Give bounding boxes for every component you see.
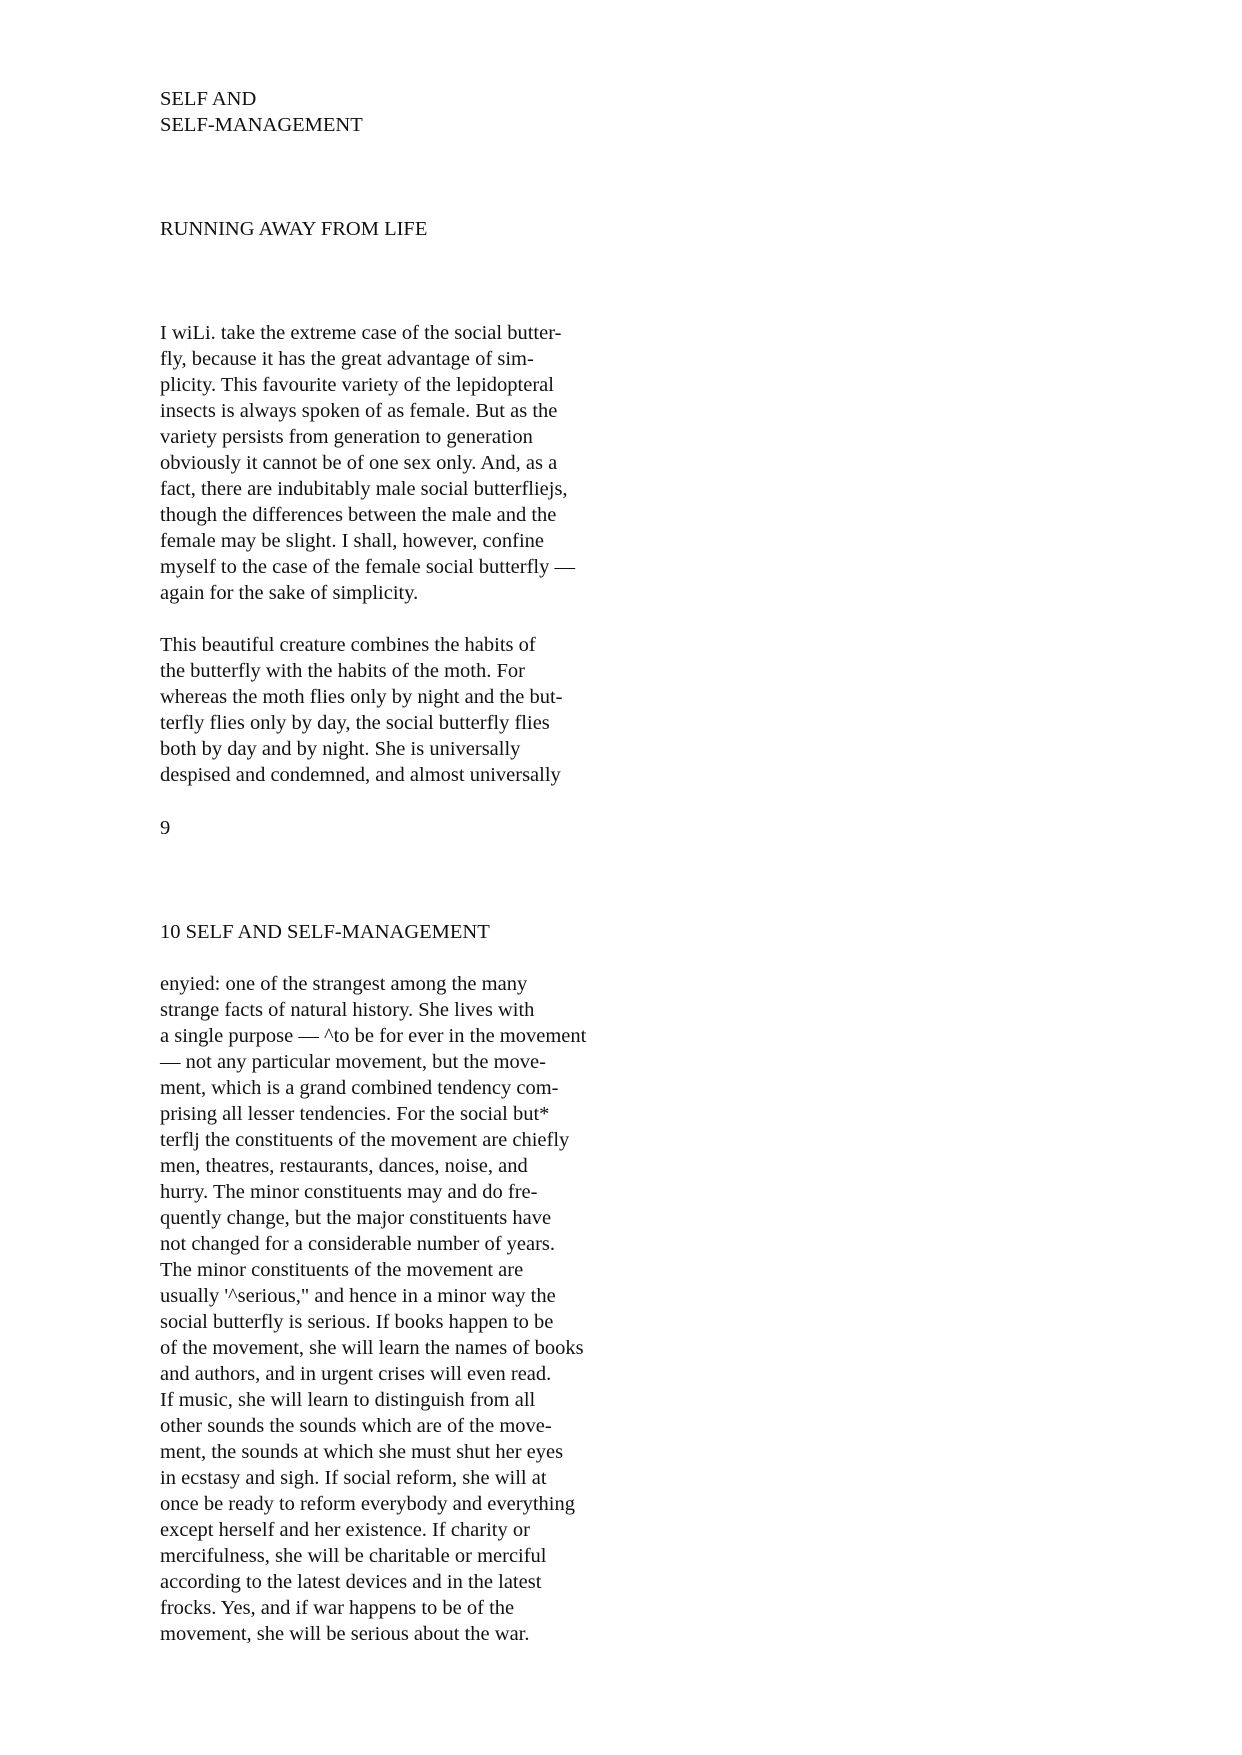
book-title-line: SELF-MANAGEMENT xyxy=(160,114,363,136)
running-head xyxy=(160,919,490,945)
text-line: the butterfly with the habits of the moth. For xyxy=(160,660,525,682)
text-line: men, theatres, restaurants, dances, noise, and xyxy=(160,1155,528,1177)
text-line: in ecstasy and sigh. If social reform, she will at xyxy=(160,1467,547,1489)
text-line: a single purpose — ^to be for ever in the movement xyxy=(160,1025,587,1047)
paragraph-2 xyxy=(160,632,563,788)
text-line: except herself and her existence. If charity or xyxy=(160,1519,530,1541)
running-head-text: 10 SELF AND SELF-MANAGEMENT xyxy=(160,921,490,943)
text-line: other sounds the sounds which are of the move- xyxy=(160,1415,552,1437)
text-line: according to the latest devices and in the latest xyxy=(160,1571,542,1593)
text-line: whereas the moth flies only by night and the but- xyxy=(160,686,563,708)
text-line: — not any particular movement, but the move- xyxy=(160,1051,546,1073)
text-line: enyied: one of the strangest among the many xyxy=(160,973,528,995)
text-line: prising all lesser tendencies. For the social but* xyxy=(160,1103,550,1125)
text-line: I wiLi. take the extreme case of the social butter- xyxy=(160,322,562,344)
text-line: fly, because it has the great advantage of sim- xyxy=(160,348,534,370)
text-line: once be ready to reform everybody and everything xyxy=(160,1493,575,1515)
text-line: myself to the case of the female social butterfly — xyxy=(160,556,575,578)
page-number xyxy=(160,815,170,841)
text-line: ment, the sounds at which she must shut her eyes xyxy=(160,1441,564,1463)
text-line: If music, she will learn to distinguish from all xyxy=(160,1389,536,1411)
text-line: not changed for a considerable number of years. xyxy=(160,1233,556,1255)
text-line: female may be slight. I shall, however, confine xyxy=(160,530,544,552)
text-line: of the movement, she will learn the names of books xyxy=(160,1337,584,1359)
text-line: movement, she will be serious about the war. xyxy=(160,1623,530,1645)
text-line: despised and condemned, and almost universally xyxy=(160,764,561,786)
text-line: fact, there are indubitably male social butterfliejs, xyxy=(160,478,568,500)
text-line: terfly flies only by day, the social butterfly flies xyxy=(160,712,550,734)
chapter-title-text: RUNNING AWAY FROM LIFE xyxy=(160,218,428,240)
text-line: and authors, and in urgent crises will even read. xyxy=(160,1363,552,1385)
text-line: ment, which is a grand combined tendency com- xyxy=(160,1077,559,1099)
text-line: again for the sake of simplicity. xyxy=(160,582,419,604)
text-line: strange facts of natural history. She lives with xyxy=(160,999,535,1021)
text-line: mercifulness, she will be charitable or merciful xyxy=(160,1545,547,1567)
paragraph-3 xyxy=(160,971,586,1647)
text-line: variety persists from generation to generation xyxy=(160,426,533,448)
text-line: This beautiful creature combines the habits of xyxy=(160,634,536,656)
text-line: usually '^serious," and hence in a minor way the xyxy=(160,1285,556,1307)
text-line: The minor constituents of the movement are xyxy=(160,1259,524,1281)
text-line: hurry. The minor constituents may and do fre- xyxy=(160,1181,538,1203)
chapter-title xyxy=(160,216,427,242)
paragraph-1 xyxy=(160,320,575,606)
text-line: social butterfly is serious. If books happen to be xyxy=(160,1311,554,1333)
book-title-line: SELF AND xyxy=(160,88,257,110)
text-line: obviously it cannot be of one sex only. And, as a xyxy=(160,452,558,474)
text-line: though the differences between the male and the xyxy=(160,504,557,526)
text-line: frocks. Yes, and if war happens to be of the xyxy=(160,1597,515,1619)
text-line: both by day and by night. She is universally xyxy=(160,738,521,760)
text-line: insects is always spoken of as female. But as the xyxy=(160,400,558,422)
page-number-text: 9 xyxy=(160,817,171,839)
text-line: plicity. This favourite variety of the lepidopteral xyxy=(160,374,554,396)
book-title xyxy=(160,86,363,138)
text-line: terflj the constituents of the movement are chiefly xyxy=(160,1129,570,1151)
text-line: quently change, but the major constituents have xyxy=(160,1207,552,1229)
